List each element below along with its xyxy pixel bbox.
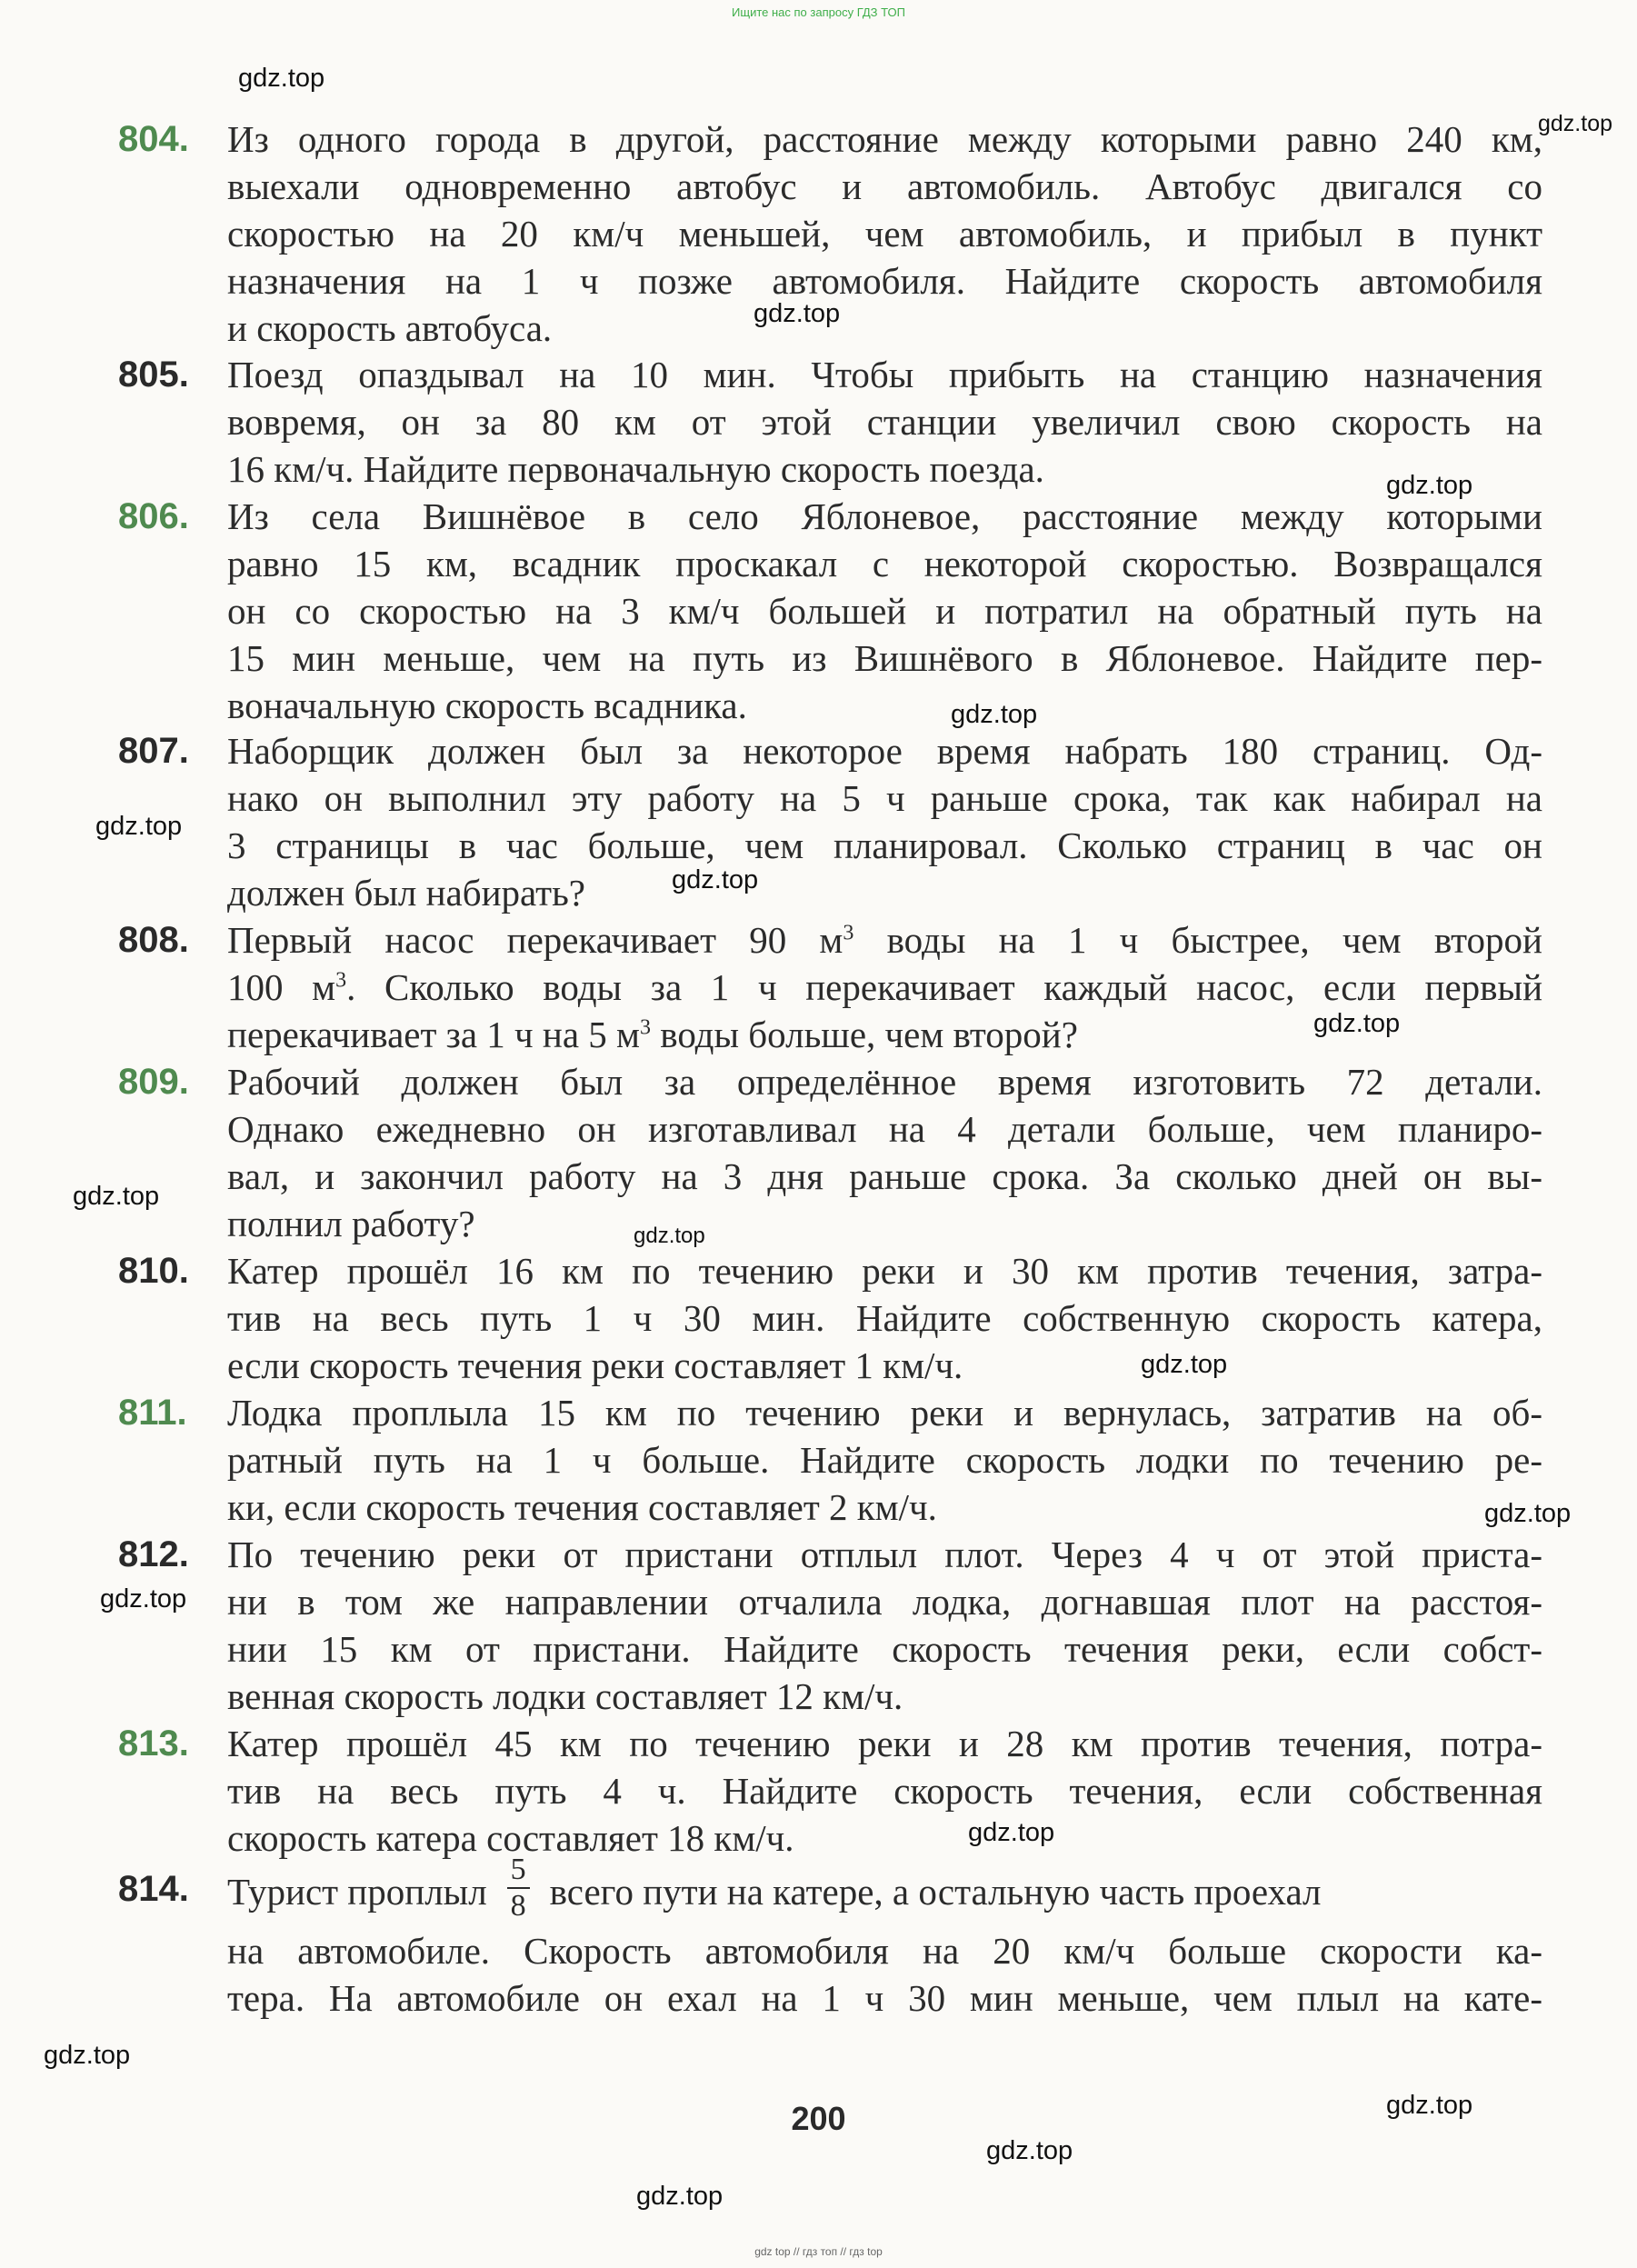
- problem-text-line: и скорость автобуса.: [227, 307, 553, 349]
- watermark: gdz.top: [672, 865, 759, 894]
- watermark: gdz.top: [636, 2182, 724, 2211]
- header-note: Ищите нас по запросу ГДЗ ТОП: [732, 5, 905, 19]
- problem-807: [0, 727, 1637, 916]
- watermark: gdz.top: [1538, 111, 1613, 136]
- problem-number: 813.: [118, 1723, 189, 1763]
- problem-number: 807.: [118, 731, 189, 771]
- problem-text-line: Первый насос перекачивает 90 $м^3$ воды на 1 ч быстрее, чем второй: [227, 919, 1542, 961]
- problem-text-line: По течению реки от пристани отплыл плот. Через 4 ч от этой приста-: [227, 1534, 1542, 1575]
- problem-text-line: нако он выполнил эту работу на 5 ч раньше срока, так как набирал на: [227, 777, 1542, 819]
- problem-text-line: ратный путь на 1 ч больше. Найдите скорость лодки по течению ре-: [227, 1439, 1542, 1481]
- problem-text-line: вал, и закончил работу на 3 дня раньше срока. За сколько дней он вы-: [227, 1155, 1542, 1197]
- watermark: gdz.top: [968, 1818, 1055, 1847]
- fraction: $\frac{5}{8}$: [507, 1853, 530, 1923]
- problem-813: [0, 1720, 1637, 1862]
- watermark: gdz.top: [634, 1224, 705, 1248]
- problem-text-line: Однако ежедневно он изготавливал на 4 детали больше, чем планиро-: [227, 1108, 1542, 1150]
- problem-number: 809.: [118, 1062, 189, 1102]
- watermark: gdz.top: [986, 2136, 1073, 2165]
- problem-text-line: назначения на 1 ч позже автомобиля. Найдите скорость автомобиля: [227, 260, 1542, 302]
- problem-text-line: 16 км/ч. Найдите первоначальную скорость поезда.: [227, 448, 1044, 490]
- problem-text-line: должен был набирать?: [227, 872, 585, 914]
- footer-note: gdz top // гдз топ // гдз top: [754, 2245, 883, 2258]
- problem-text-line: венная скорость лодки составляет 12 км/ч.: [227, 1675, 903, 1717]
- watermark: gdz.top: [1484, 1499, 1572, 1528]
- watermark: gdz.top: [1386, 471, 1473, 500]
- problem-812: [0, 1531, 1637, 1720]
- problem-text-line: равно 15 км, всадник проскакал с некоторой скоростью. Возвращался: [227, 543, 1542, 584]
- watermark: gdz.top: [951, 700, 1038, 729]
- watermark: gdz.top: [95, 812, 183, 841]
- problem-text-line: на автомобиле. Скорость автомобиля на 20 км/ч больше скорости ка-: [227, 1930, 1542, 1972]
- problem-text-line: Из одного города в другой, расстояние между которыми равно 240 км,: [227, 118, 1542, 160]
- problem-text-line: он со скоростью на 3 км/ч большей и потратил на обратный путь на: [227, 590, 1542, 632]
- problem-number: 808.: [118, 920, 189, 960]
- problem-number: 814.: [118, 1869, 189, 1909]
- problem-text-line: Катер прошёл 16 км по течению реки и 30 км против течения, затра-: [227, 1250, 1542, 1292]
- watermark: gdz.top: [1313, 1009, 1401, 1038]
- problem-810: [0, 1247, 1637, 1389]
- problem-809: [0, 1058, 1637, 1247]
- problem-text-line: вовремя, он за 80 км от этой станции увеличил свою скорость на: [227, 401, 1542, 443]
- problem-text-line: Поезд опаздывал на 10 мин. Чтобы прибыть на станцию назначения: [227, 354, 1542, 395]
- problem-text-line: ки, если скорость течения составляет 2 км/ч.: [227, 1486, 937, 1528]
- problem-number: 810.: [118, 1251, 189, 1291]
- problem-text-line: ни в том же направлении отчалила лодка, догнавшая плот на расстоя-: [227, 1581, 1542, 1623]
- problem-text-line: скорость катера составляет 18 км/ч.: [227, 1817, 794, 1859]
- problem-text-line: скоростью на 20 км/ч меньшей, чем автомобиль, и прибыл в пункт: [227, 213, 1542, 255]
- problem-text-line: Турист проплыл $\frac{5}{8}$ всего пути на катере, а остальную часть проехал: [227, 1853, 1322, 1923]
- problem-text-line: 15 мин меньше, чем на путь из Вишнёвого в Яблоневое. Найдите пер-: [227, 637, 1542, 679]
- problem-text-line: 3 страницы в час больше, чем планировал. Сколько страниц в час он: [227, 824, 1542, 866]
- watermark: gdz.top: [73, 1182, 160, 1211]
- problem-806: [0, 493, 1637, 729]
- problem-number: 812.: [118, 1534, 189, 1574]
- problem-number: 811.: [118, 1393, 187, 1433]
- problem-number: 806.: [118, 496, 189, 536]
- problem-text-line: Наборщик должен был за некоторое время набрать 180 страниц. Од-: [227, 730, 1542, 772]
- problem-number: 805.: [118, 355, 189, 395]
- watermark: gdz.top: [1141, 1350, 1228, 1379]
- problem-number: 804.: [118, 119, 189, 159]
- problem-text-line: Катер прошёл 45 км по течению реки и 28 км против течения, потра-: [227, 1723, 1542, 1764]
- watermark: gdz.top: [754, 299, 841, 328]
- problem-text-line: нии 15 км от пристани. Найдите скорость течения реки, если собст-: [227, 1628, 1542, 1670]
- problem-811: [0, 1389, 1637, 1531]
- watermark: gdz.top: [44, 2041, 131, 2070]
- page-number: 200: [791, 2100, 846, 2137]
- watermark: gdz.top: [238, 64, 325, 93]
- problem-text-line: тив на весь путь 1 ч 30 мин. Найдите собственную скорость катера,: [227, 1297, 1542, 1339]
- watermark: gdz.top: [1386, 2091, 1473, 2120]
- problem-text-line: тера. На автомобиле он ехал на 1 ч 30 мин меньше, чем плыл на кате-: [227, 1977, 1542, 2019]
- watermark: gdz.top: [100, 1584, 187, 1614]
- problem-text-line: Лодка проплыла 15 км по течению реки и вернулась, затратив на об-: [227, 1392, 1542, 1434]
- problem-text-line: выехали одновременно автобус и автомобиль. Автобус двигался со: [227, 165, 1542, 207]
- problem-text-line: если скорость течения реки составляет 1 км/ч.: [227, 1344, 963, 1386]
- problem-text-line: Рабочий должен был за определённое время изготовить 72 детали.: [227, 1061, 1542, 1103]
- problem-text-line: полнил работу?: [227, 1203, 475, 1244]
- problem-text-line: тив на весь путь 4 ч. Найдите скорость течения, если собственная: [227, 1770, 1542, 1812]
- problem-text-line: Из села Вишнёвое в село Яблоневое, расстояние между которыми: [227, 495, 1542, 537]
- problem-text-line: 100 $м^3$. Сколько воды за 1 ч перекачивает каждый насос, если первый: [227, 966, 1543, 1008]
- problem-text-line: воначальную скорость всадника.: [227, 684, 747, 726]
- problem-text-line: перекачивает за 1 ч на 5 $м^3$ воды больше, чем второй?: [227, 1014, 1078, 1055]
- problem-814: [0, 1853, 1637, 2033]
